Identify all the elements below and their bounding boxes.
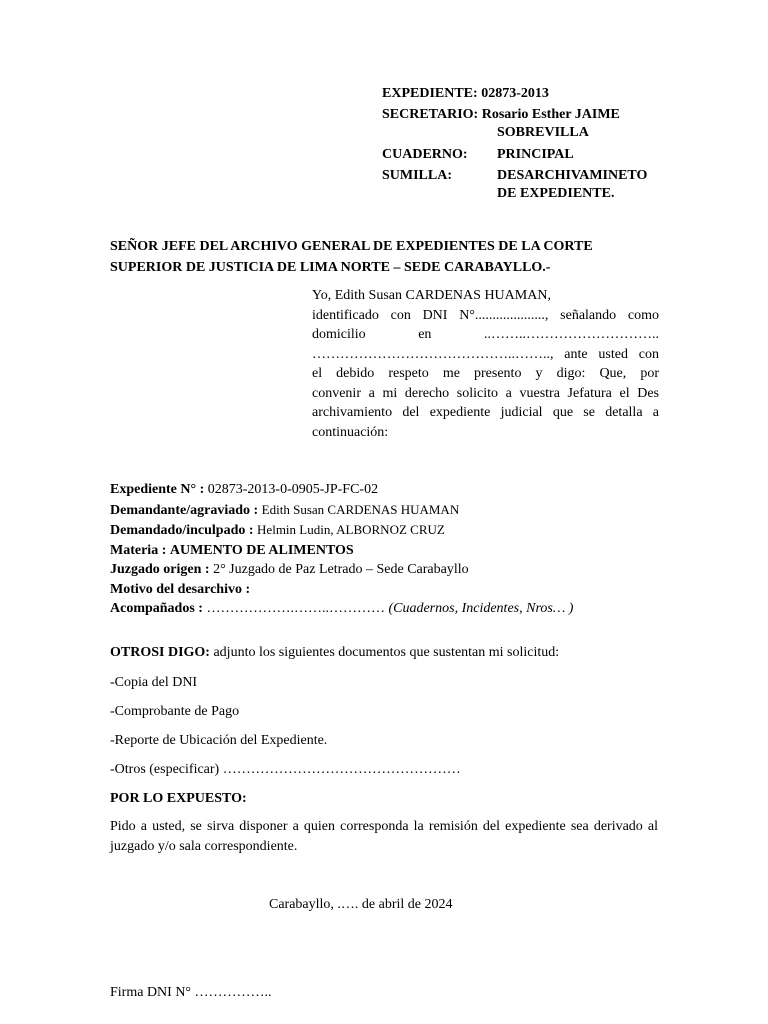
field-acompanados-label: Acompañados : <box>110 601 203 616</box>
field-acompanados-note: (Cuadernos, Incidentes, Nros… ) <box>388 601 574 616</box>
secretario-header-label: SECRETARIO: <box>382 107 479 122</box>
document-item-3: -Reporte de Ubicación del Expediente. <box>110 733 328 748</box>
addressee <box>110 236 660 278</box>
cuaderno-header-value: PRINCIPAL <box>497 147 574 162</box>
expediente-header-value: 02873-2013 <box>481 86 549 101</box>
document-item-2: -Comprobante de Pago <box>110 704 240 719</box>
field-demandado-value: Helmin Ludin, ALBORNOZ CRUZ <box>257 522 445 537</box>
field-materia-label: Materia : <box>110 542 167 558</box>
field-juzgado <box>110 560 670 580</box>
field-expediente-value: 02873-2013-0-0905-JP-FC-02 <box>207 482 379 497</box>
field-acompanados <box>110 599 670 619</box>
signature-line: Firma DNI N° …………….. <box>110 985 272 1000</box>
otrosi-label: OTROSI DIGO: <box>110 645 210 660</box>
otrosi-digo <box>110 643 559 663</box>
field-demandante-value: Edith Susan CARDENAS HUAMAN <box>261 501 460 517</box>
secretario-header-value: Rosario Esther JAIME <box>481 107 620 122</box>
cuaderno-header-label: CUADERNO: <box>382 147 468 162</box>
field-motivo-label: Motivo del desarchivo : <box>110 581 251 597</box>
document-item-4: -Otros (especificar) …………………………………………… <box>110 762 461 777</box>
field-demandante <box>110 500 670 521</box>
intro-line-6: convenir a mi derecho solicito a vuestra Jefatura el Des <box>312 385 659 401</box>
field-motivo <box>110 580 670 600</box>
sumilla-header-value: DESARCHIVAMINETO <box>497 168 648 183</box>
intro-line-1: Yo, Edith Susan CARDENAS HUAMAN, <box>312 288 551 303</box>
intro-line-8: continuación: <box>312 424 389 440</box>
field-materia-value: AUMENTO DE ALIMENTOS <box>169 542 354 558</box>
case-fields <box>110 480 670 619</box>
intro-line-2: identificado con DNI N°...................., señalando como <box>312 307 659 323</box>
expediente-header-label: EXPEDIENTE: <box>382 86 478 101</box>
sumilla-header-value-cont: DE EXPEDIENTE. <box>497 186 615 201</box>
secretario-header <box>382 105 620 124</box>
request-paragraph: Pido a usted, se sirva disponer a quien corresponda la remisión del expediente sea derivado al juzgado y/o sala correspondiente. <box>110 819 658 854</box>
field-demandado <box>110 520 670 541</box>
sumilla-header <box>382 166 452 185</box>
intro-line-7: archivamiento del expediente judicial que se detalla a <box>312 405 659 420</box>
secretario-header-value-cont: SOBREVILLA <box>497 125 589 140</box>
field-demandante-label: Demandante/agraviado : <box>110 502 259 518</box>
date-line: Carabayllo, .…. de abril de 2024 <box>269 897 453 912</box>
field-materia <box>110 541 670 561</box>
intro-line-3: domicilio en ..……..……………………….. <box>312 327 659 342</box>
intro-paragraph <box>312 286 659 442</box>
field-expediente-label: Expediente N° : <box>110 482 205 497</box>
intro-line-5: el debido respeto me presento y digo: Que, por <box>312 366 659 381</box>
field-expediente <box>110 480 670 500</box>
otrosi-text: adjunto los siguientes documentos que sustentan mi solicitud: <box>213 645 560 660</box>
field-juzgado-value: 2° Juzgado de Paz Letrado – Sede Carabayllo <box>213 562 469 577</box>
addressee-line-1: SEÑOR JEFE DEL ARCHIVO GENERAL DE EXPEDIENTES DE LA CORTE <box>110 239 593 254</box>
sumilla-header-label: SUMILLA: <box>382 168 453 183</box>
cuaderno-header <box>382 145 468 164</box>
intro-line-4: ……………………………………..…….., ante usted con <box>312 346 659 362</box>
addressee-line-2: SUPERIOR DE JUSTICIA DE LIMA NORTE – SEDE CARABAYLLO.- <box>110 260 551 275</box>
field-demandado-label: Demandado/inculpado : <box>110 523 254 538</box>
document-item-1: -Copia del DNI <box>110 675 198 690</box>
field-acompanados-dots: ……………….……..………… <box>206 601 385 616</box>
field-juzgado-label: Juzgado origen : <box>110 562 210 577</box>
expediente-header <box>382 84 549 103</box>
por-lo-expuesto-label: POR LO EXPUESTO: <box>110 791 247 806</box>
